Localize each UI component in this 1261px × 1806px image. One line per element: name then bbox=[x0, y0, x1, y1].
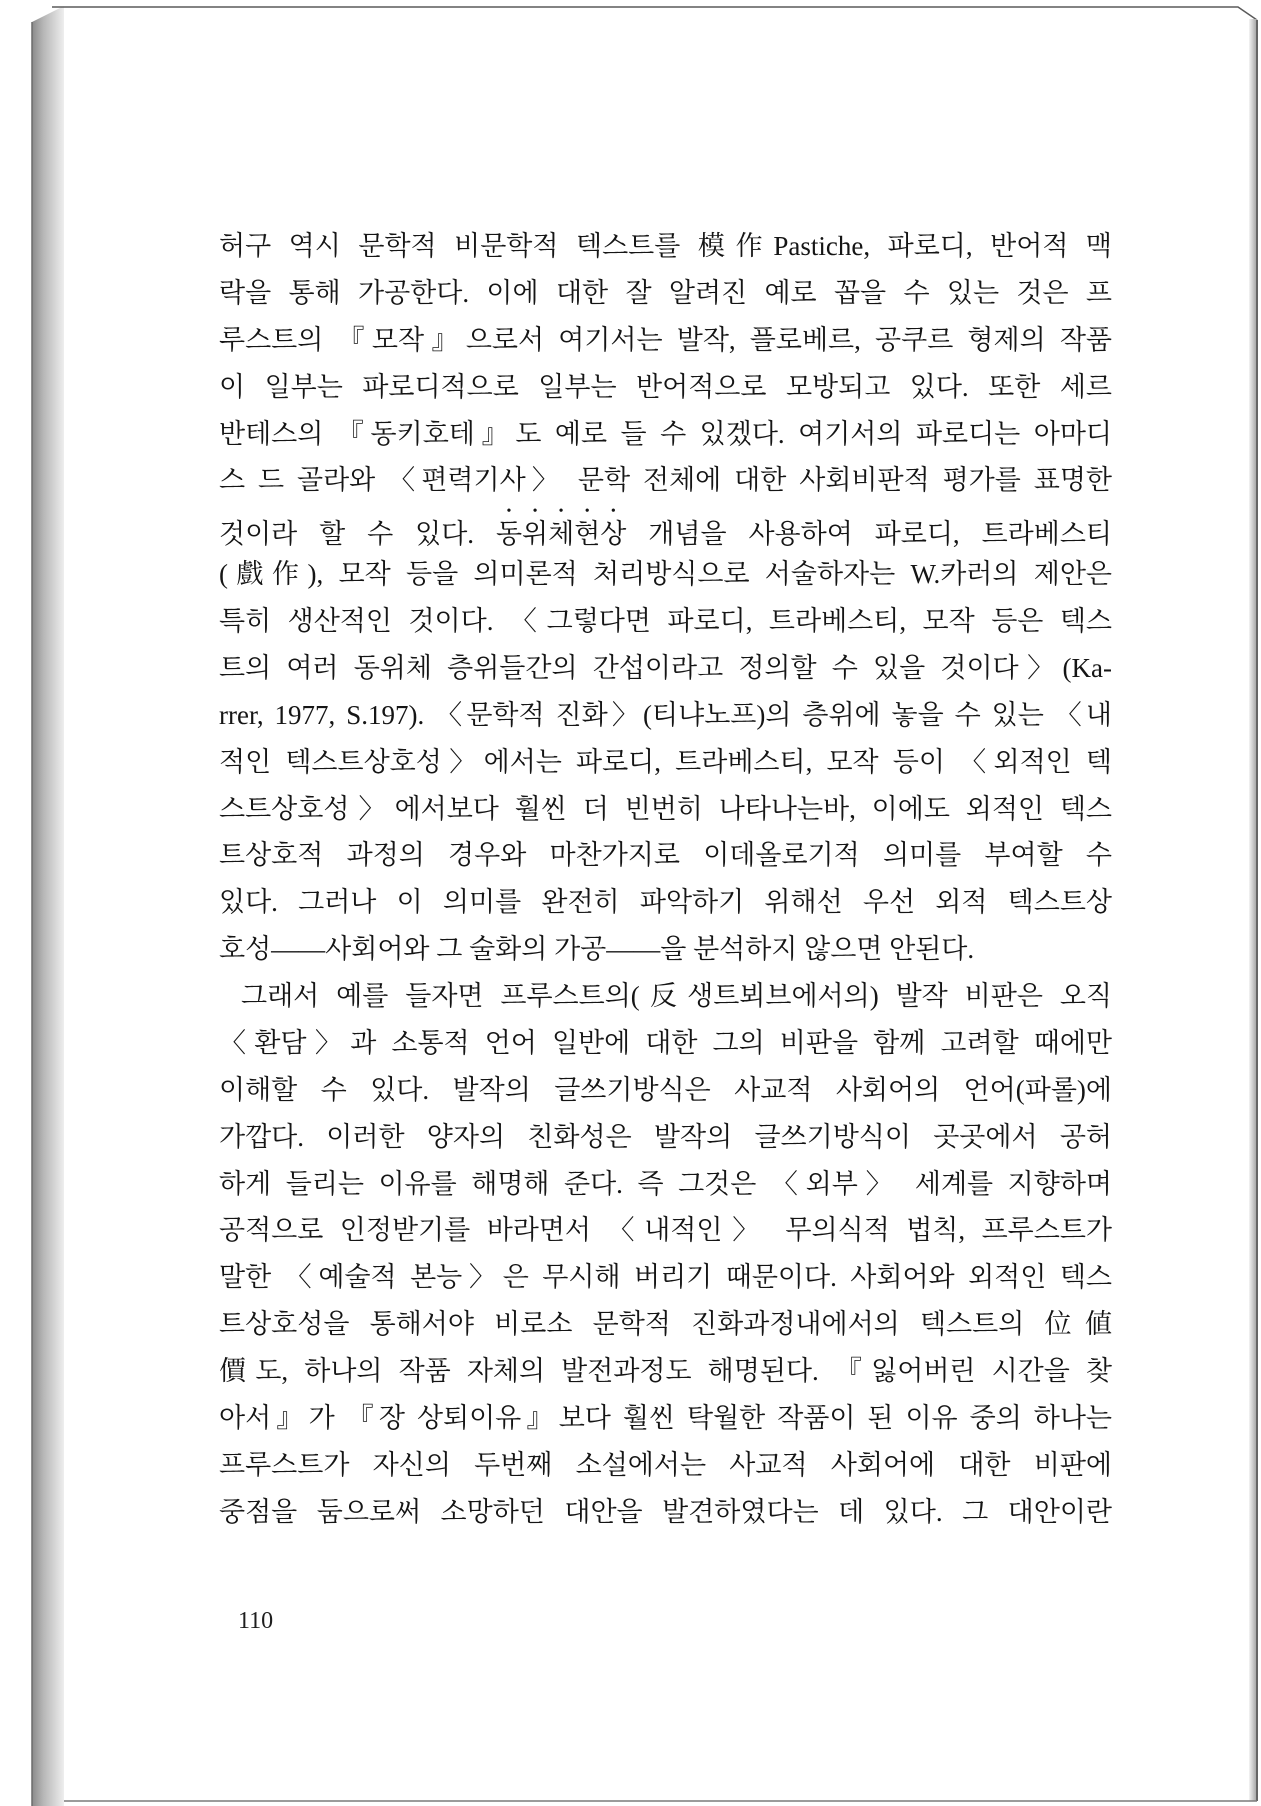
text-line: 호성——사회어와 그 술화의 가공——을 분석하지 않으면 안된다. bbox=[219, 934, 975, 965]
text-line: 특히 생산적인 것이다. 〈그렇다면 파로디, 트라베스티, 모작 등은 텍스 bbox=[219, 606, 1112, 636]
text-line: 이해할 수 있다. 발작의 글쓰기방식은 사교적 사회어의 언어(파롤)에 bbox=[219, 1074, 1112, 1105]
book-edge-left bbox=[32, 6, 64, 1806]
body-text bbox=[219, 223, 1112, 1536]
text-line: 중점을 둠으로써 소망하던 대안을 발견하였다는 데 있다. 그 대안이란 bbox=[219, 1496, 1112, 1527]
paragraph bbox=[219, 223, 1112, 973]
text-line: 트상호적 과정의 경우와 마찬가지로 이데올로기적 의미를 부여할 수 bbox=[219, 840, 1112, 871]
emphasized-term: 동위체현상 bbox=[495, 519, 627, 550]
page-right-edge bbox=[1249, 19, 1257, 1801]
text-line: 반테스의 『동키호테』도 예로 들 수 있겠다. 여기서의 파로디는 아마디 bbox=[219, 418, 1112, 449]
paragraph bbox=[219, 973, 1112, 1536]
text-line: 〈환담〉과 소통적 언어 일반에 대한 그의 비판을 함께 고려할 때에만 bbox=[219, 1027, 1112, 1058]
text-line: 스트상호성〉에서보다 훨씬 더 빈번히 나타나는바, 이에도 외적인 텍스 bbox=[219, 793, 1112, 824]
text-line: 이 일부는 파로디적으로 일부는 반어적으로 모방되고 있다. 또한 세르 bbox=[219, 371, 1112, 402]
text-line: 트상호성을 통해서야 비로소 문학적 진화과정내에서의 텍스트의 位値 bbox=[219, 1309, 1112, 1340]
text-line: 공적으로 인정받기를 바라면서 〈내적인〉 무의식적 법칙, 프루스트가 bbox=[219, 1215, 1112, 1246]
text-line: 루스트의 『모작』으로서 여기서는 발작, 플로베르, 공쿠르 형제의 작품 bbox=[219, 324, 1112, 355]
text-line: rrer, 1977, S.197). 〈문학적 진화〉(티냐노프)의 층위에 놓을 수 있는 〈내 bbox=[219, 699, 1112, 730]
page-number: 110 bbox=[238, 1608, 274, 1634]
text-line: 그래서 예를 들자면 프루스트의(反생트뵈브에서의) 발작 비판은 오직 bbox=[241, 981, 1112, 1011]
text-line: 하게 들리는 이유를 해명해 준다. 즉 그것은 〈외부〉 세계를 지향하며 bbox=[219, 1168, 1112, 1199]
text-line bbox=[219, 504, 1112, 551]
text-line: 價도, 하나의 작품 자체의 발전과정도 해명된다. 『잃어버린 시간을 찾 bbox=[219, 1356, 1112, 1386]
text-line: 트의 여러 동위체 층위들간의 간섭이라고 정의할 수 있을 것이다〉(Ka- bbox=[219, 652, 1112, 683]
text-segment: 것이라 할 수 있다. bbox=[219, 519, 496, 550]
text-line: (戲作), 모작 등을 의미론적 처리방식으로 서술하자는 W.카러의 제안은 bbox=[219, 559, 1112, 590]
text-line: 있다. 그러나 이 의미를 완전히 파악하기 위해선 우선 외적 텍스트상 bbox=[219, 887, 1112, 918]
text-line: 적인 텍스트상호성〉에서는 파로디, 트라베스티, 모작 등이 〈외적인 텍 bbox=[219, 746, 1112, 777]
text-line: 락을 통해 가공한다. 이에 대한 잘 알려진 예로 꼽을 수 있는 것은 프 bbox=[219, 277, 1112, 308]
text-line: 아서』가 『장 상퇴이유』보다 훨씬 탁월한 작품이 된 이유 중의 하나는 bbox=[219, 1402, 1112, 1433]
text-line: 허구 역시 문학적 비문학적 텍스트를 模作Pastiche, 파로디, 반어적 맥 bbox=[219, 231, 1112, 261]
text-line: 스 드 골라와 〈편력기사〉 문학 전체에 대한 사회비판적 평가를 표명한 bbox=[219, 465, 1112, 496]
text-line: 가깝다. 이러한 양자의 친화성은 발작의 글쓰기방식이 곳곳에서 공허 bbox=[219, 1121, 1112, 1152]
text-line: 말한 〈예술적 본능〉은 무시해 버리기 때문이다. 사회어와 외적인 텍스 bbox=[219, 1262, 1112, 1293]
text-segment: 개념을 사용하여 파로디, 트라베스티 bbox=[626, 519, 1113, 550]
text-line: 프루스트가 자신의 두번째 소설에서는 사교적 사회어에 대한 비판에 bbox=[219, 1449, 1112, 1480]
page-top-border bbox=[52, 7, 1257, 20]
